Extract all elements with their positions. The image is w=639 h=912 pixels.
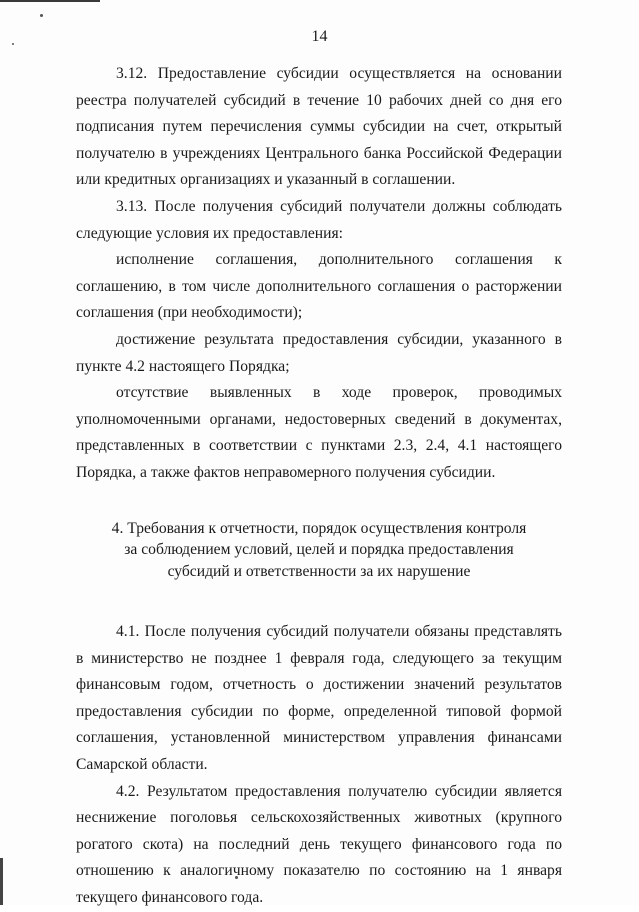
page-number: 14: [311, 28, 328, 45]
section-heading: [76, 518, 562, 583]
scan-speck: [40, 14, 43, 17]
document-body: [76, 61, 562, 912]
scan-edge-shadow: [0, 858, 3, 905]
paragraph-3-12: 3.12. Предоставление субсидии осуществляется на основании реестра получателей субсидий в течение 10 рабочих дней со дня его подписания путем перечисления суммы субсидии на счет, открытый получателю в учреждениях Центрального банка Российской Федерации или кредитных организациях и указанный в соглашении.: [76, 65, 562, 189]
section-heading-line: 4. Требования к отчетности, порядок осуществления контроля: [111, 519, 527, 537]
paragraph-3-13: 3.13. После получения субсидий получатели должны соблюдать следующие условия их предоставления:: [76, 197, 562, 242]
section-heading-line: субсидий и ответственности за их нарушение: [167, 562, 471, 580]
condition-item-1: исполнение соглашения, дополнительного соглашения к соглашению, в том числе дополнительного соглашения о расторжении соглашения (при необходимости);: [76, 251, 562, 322]
condition-item-3: отсутствие выявленных в ходе проверок, проводимых уполномоченными органами, недостоверных сведений в документах, представленных в соответствии с пунктами 2.3, 2.4, 4.1 настоящего Порядка, а также фактов неправомерного получения субсидии.: [76, 384, 562, 481]
paragraph-4-1: 4.1. После получения субсидий получатели обязаны представлять в министерство не позднее 1 февраля года, следующего за текущим финансовым годом, отчетность о достижении значений результатов предоставления субсидии по форме, определенной типовой формой соглашения, установленной министерством управления финансами Самарской области.: [76, 623, 562, 773]
paragraph-4-2: 4.2. Результатом предоставления получателю субсидии является неснижение поголовья сельскохозяйственных животных (крупного рогатого скота) на последний день текущего финансового года по отношению к аналогичному показателю по состоянию на 1 января текущего финансового года.: [76, 782, 562, 906]
condition-item-2: достижение результата предоставления субсидии, указанного в пункте 4.2 настоящего Порядка;: [76, 330, 562, 375]
scan-artifact-line: [0, 0, 100, 2]
section-heading-line: за соблюдением условий, целей и порядка предоставления: [124, 541, 514, 558]
